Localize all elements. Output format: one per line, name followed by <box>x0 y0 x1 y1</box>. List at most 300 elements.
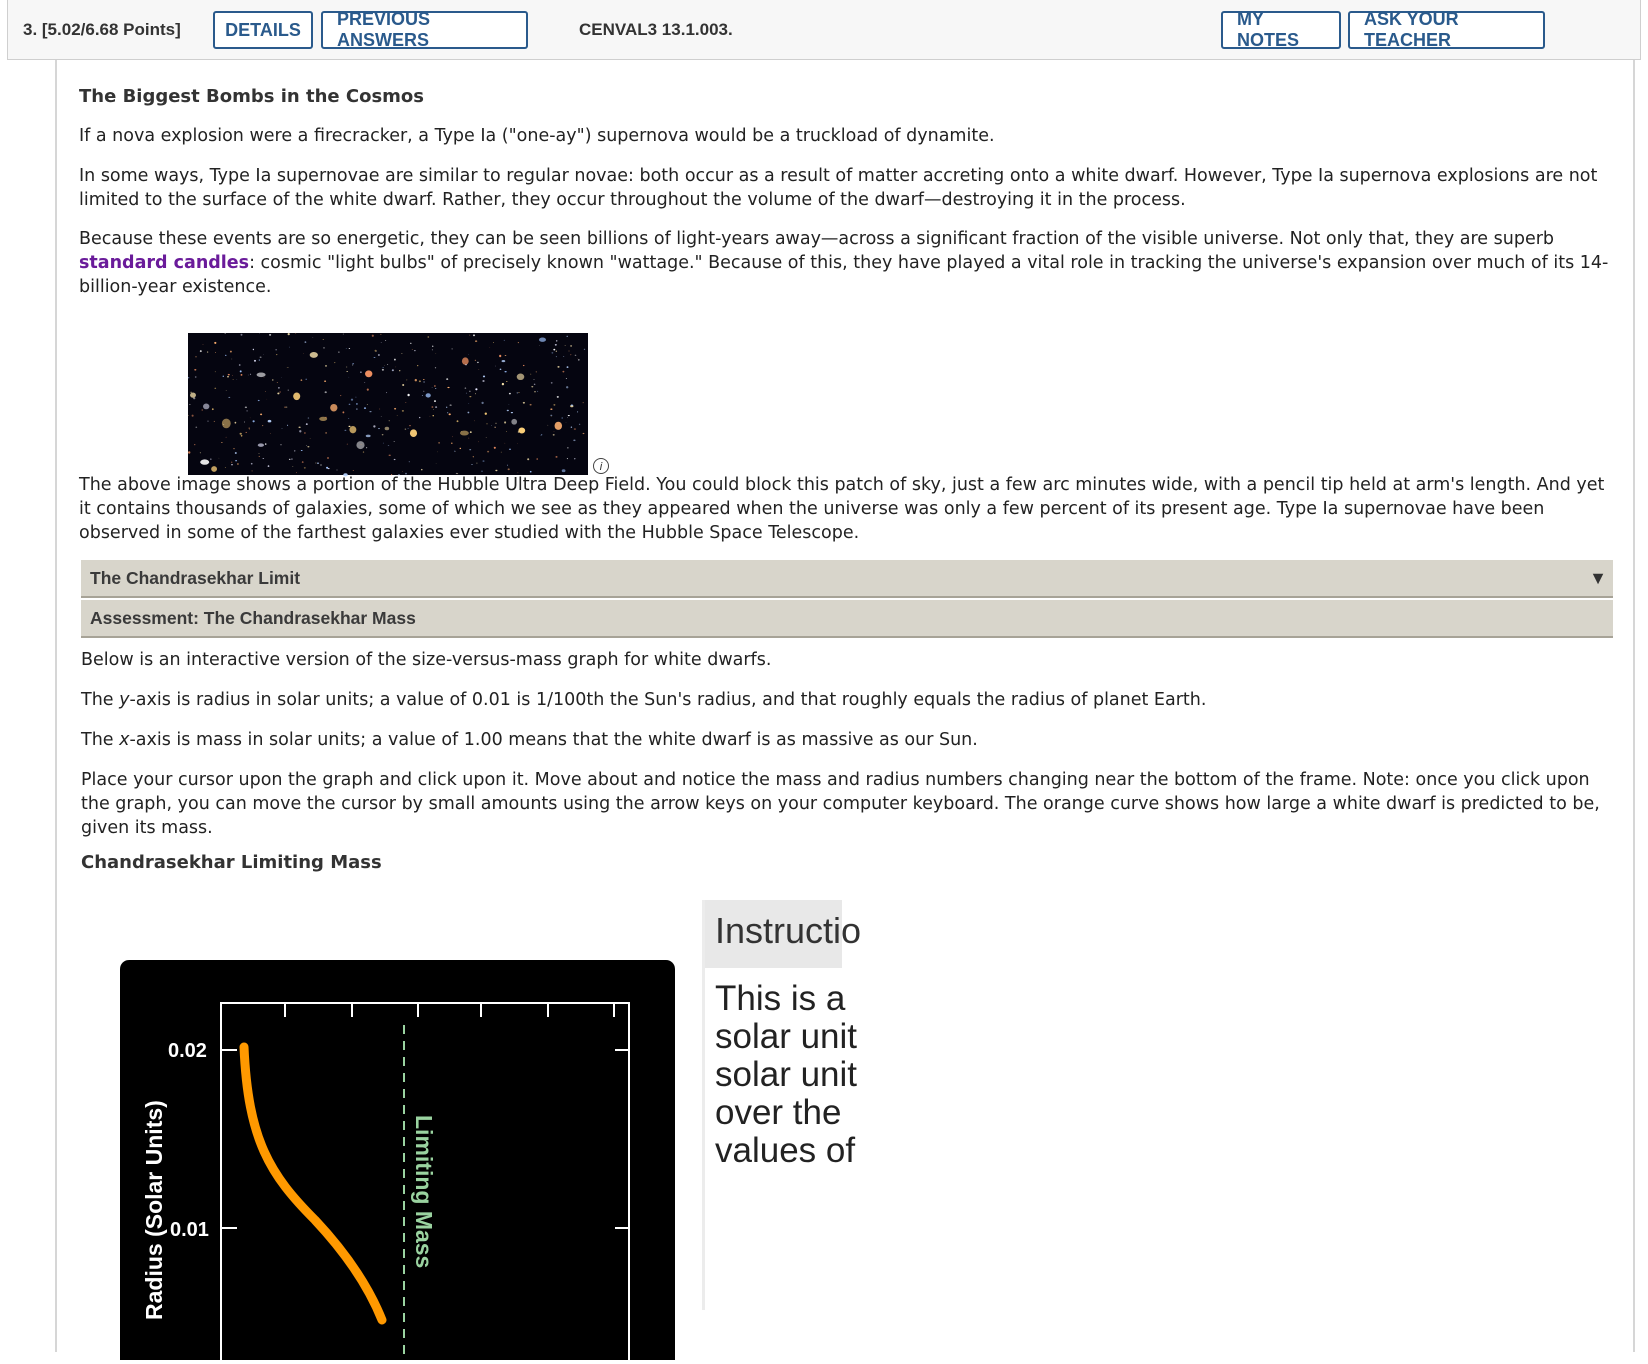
galaxy-dot <box>262 425 263 426</box>
section-label: Assessment: The Chandrasekhar Mass <box>90 608 416 629</box>
galaxy-dot <box>534 391 535 392</box>
galaxy-dot <box>389 455 391 456</box>
galaxy-dot <box>509 393 511 395</box>
galaxy-dot <box>324 380 326 382</box>
galaxy-dot <box>447 412 448 413</box>
starfield-graphic <box>188 333 588 475</box>
galaxy-dot <box>241 334 243 336</box>
galaxy-dot <box>320 464 321 465</box>
galaxy-dot <box>230 351 232 353</box>
galaxy-dot <box>352 365 353 366</box>
galaxy-dot <box>249 429 250 430</box>
galaxy-dot <box>310 352 318 358</box>
galaxy-dot <box>257 373 266 378</box>
galaxy-dot <box>491 425 492 426</box>
galaxy-dot <box>537 391 538 392</box>
galaxy-dot <box>282 428 283 429</box>
galaxy-dot <box>356 441 364 449</box>
galaxy-dot <box>231 359 232 360</box>
ask-teacher-button[interactable]: ASK YOUR TEACHER <box>1348 11 1545 49</box>
expand-arrow-icon[interactable]: ▼ <box>1589 568 1607 589</box>
galaxy-dot <box>486 437 487 438</box>
galaxy-dot <box>235 422 237 424</box>
galaxy-dot <box>212 408 214 410</box>
instructions-line: values of <box>715 1132 842 1170</box>
galaxy-dot <box>493 342 494 343</box>
galaxy-dot <box>555 422 563 430</box>
galaxy-dot <box>495 427 496 428</box>
galaxy-dot <box>189 404 190 405</box>
info-icon[interactable]: i <box>593 458 609 474</box>
galaxy-dot <box>447 387 449 388</box>
galaxy-dot <box>431 406 433 408</box>
galaxy-dot <box>305 341 307 343</box>
galaxy-dot <box>387 364 388 365</box>
galaxy-dot <box>232 375 233 376</box>
galaxy-dot <box>251 470 252 471</box>
galaxy-dot <box>461 431 462 432</box>
galaxy-dot <box>258 443 264 447</box>
galaxy-dot <box>284 407 286 408</box>
galaxy-dot <box>225 467 226 468</box>
galaxy-dot <box>375 350 377 352</box>
galaxy-dot <box>561 417 562 418</box>
galaxy-dot <box>423 391 424 392</box>
galaxy-dot <box>407 394 409 397</box>
galaxy-dot <box>365 370 372 377</box>
galaxy-dot <box>419 417 420 418</box>
galaxy-dot <box>340 395 341 396</box>
galaxy-dot <box>435 388 436 389</box>
galaxy-dot <box>414 350 415 351</box>
galaxy-dot <box>502 383 504 385</box>
galaxy-dot <box>223 424 224 425</box>
article-title: The Biggest Bombs in the Cosmos <box>79 86 424 107</box>
galaxy-dot <box>415 379 417 382</box>
galaxy-dot <box>452 436 453 437</box>
galaxy-dot <box>310 439 311 440</box>
galaxy-dot <box>241 435 243 437</box>
galaxy-dot <box>251 463 253 465</box>
galaxy-dot <box>455 451 456 452</box>
galaxy-dot <box>374 357 376 358</box>
galaxy-dot <box>323 347 325 348</box>
galaxy-dot <box>554 431 555 432</box>
galaxy-dot <box>567 417 568 418</box>
galaxy-dot <box>504 421 506 423</box>
galaxy-dot <box>567 366 569 368</box>
instructions-body <box>705 968 842 1170</box>
galaxy-dot <box>430 416 431 417</box>
galaxy-dot <box>268 465 270 467</box>
galaxy-dot <box>462 357 469 364</box>
galaxy-dot <box>571 427 572 428</box>
galaxy-dot <box>383 443 384 444</box>
galaxy-dot <box>351 399 353 401</box>
galaxy-dot <box>325 432 327 434</box>
galaxy-dot <box>501 452 502 453</box>
top-ticks <box>285 1003 614 1017</box>
galaxy-dot <box>194 369 196 371</box>
section-label: The Chandrasekhar Limit <box>90 568 300 589</box>
galaxy-dot <box>401 353 402 354</box>
question-number: 3. [5.02/6.68 Points] <box>23 20 181 40</box>
galaxy-dot <box>567 447 568 448</box>
galaxy-dot <box>567 336 568 337</box>
galaxy-dot <box>235 460 237 461</box>
question-code: CENVAL3 13.1.003. <box>579 20 733 40</box>
galaxy-dot <box>394 408 396 410</box>
paragraph-similarity: In some ways, Type Ia supernovae are similar to regular novae: both occur as a result of matter accreting onto a white dwarf. However, Type Ia supernova explosions are not limited to the surface of the white dwarf. Rather, they occur throughout the volume of the dwarf—destroying it in the process. <box>79 164 1614 212</box>
galaxy-dot <box>366 447 367 448</box>
galaxy-dot <box>207 352 208 353</box>
galaxy-dot <box>566 386 568 388</box>
galaxy-dot <box>258 400 260 401</box>
galaxy-dot <box>246 410 248 411</box>
galaxy-dot <box>373 425 375 427</box>
galaxy-dot <box>533 379 534 380</box>
galaxy-dot <box>553 349 555 351</box>
galaxy-dot <box>361 444 362 445</box>
galaxy-dot <box>394 359 396 361</box>
galaxy-dot <box>518 431 519 432</box>
galaxy-dot <box>222 419 231 429</box>
question-header <box>7 0 1641 60</box>
galaxy-dot <box>481 402 483 404</box>
galaxy-dot <box>406 379 407 380</box>
instructions-panel <box>702 900 842 1310</box>
galaxy-dot <box>517 374 525 381</box>
galaxy-dot <box>272 379 273 380</box>
galaxy-dot <box>305 379 307 380</box>
galaxy-dot <box>301 379 303 380</box>
galaxy-dot <box>319 417 327 421</box>
galaxy-dot <box>188 415 189 416</box>
galaxy-dot <box>287 425 288 426</box>
galaxy-dot <box>450 404 452 406</box>
galaxy-dot <box>451 443 453 444</box>
galaxy-dot <box>583 433 585 434</box>
galaxy-dot <box>235 452 237 454</box>
galaxy-dot <box>289 459 291 460</box>
galaxy-dot <box>482 461 484 462</box>
galaxy-dot <box>344 430 346 431</box>
galaxy-dot <box>551 352 553 353</box>
galaxy-dot <box>495 470 497 471</box>
galaxy-dot <box>511 419 517 425</box>
galaxy-dot <box>477 362 479 363</box>
galaxy-dot <box>410 343 412 344</box>
galaxy-dot <box>530 404 532 406</box>
limiting-mass-label: Limiting Mass <box>411 1115 437 1268</box>
galaxy-dot <box>541 434 542 435</box>
galaxy-dot <box>386 392 387 393</box>
galaxy-dot <box>203 404 209 410</box>
my-notes-button[interactable]: MY NOTES <box>1221 11 1341 49</box>
galaxy-dot <box>325 391 327 393</box>
galaxy-dot <box>475 360 476 361</box>
galaxy-dot <box>517 392 519 393</box>
galaxy-dot <box>265 391 266 392</box>
galaxy-dot <box>291 459 293 460</box>
galaxy-dot <box>478 369 479 370</box>
galaxy-dot <box>349 426 356 433</box>
galaxy-dot <box>469 335 470 336</box>
galaxy-dot <box>506 431 507 432</box>
galaxy-dot <box>467 412 469 414</box>
mass-radius-graph[interactable] <box>120 960 675 1360</box>
galaxy-dot <box>356 409 357 410</box>
galaxy-dot <box>562 469 566 472</box>
galaxy-dot <box>353 470 354 471</box>
galaxy-dot <box>382 434 384 435</box>
galaxy-dot <box>555 456 557 458</box>
galaxy-dot <box>507 465 508 466</box>
galaxy-dot <box>342 411 344 413</box>
galaxy-dot <box>301 450 303 451</box>
galaxy-dot <box>483 375 485 377</box>
galaxy-dot <box>343 334 344 335</box>
paragraph-intro: If a nova explosion were a firecracker, a Type Ia ("one-ay") supernova would be a truckload of dynamite. <box>79 124 1614 148</box>
galaxy-dot <box>556 340 557 341</box>
galaxy-dot <box>355 397 356 398</box>
galaxy-dot <box>454 451 455 452</box>
galaxy-dot <box>306 445 307 446</box>
paragraph-standard-candles <box>79 227 1614 299</box>
galaxy-dot <box>190 393 196 398</box>
galaxy-dot <box>288 333 290 335</box>
galaxy-dot <box>412 349 413 350</box>
galaxy-dot <box>225 355 226 356</box>
galaxy-dot <box>366 435 371 438</box>
instructions-line: solar unit <box>715 1018 842 1056</box>
galaxy-dot <box>250 374 251 375</box>
galaxy-dot <box>502 360 506 362</box>
galaxy-dot <box>338 352 339 353</box>
galaxy-dot <box>571 404 573 405</box>
galaxy-dot <box>427 337 429 338</box>
galaxy-dot <box>550 409 552 410</box>
galaxy-dot <box>254 360 256 362</box>
assessment-intro: Below is an interactive version of the size-versus-mass graph for white dwarfs. <box>81 648 1616 672</box>
galaxy-dot <box>195 356 196 357</box>
galaxy-dot <box>423 382 425 383</box>
galaxy-dot <box>227 376 229 378</box>
galaxy-dot <box>523 402 525 404</box>
galaxy-dot <box>397 415 398 416</box>
galaxy-dot <box>223 376 224 377</box>
galaxy-dot <box>575 355 577 356</box>
galaxy-dot <box>270 433 271 434</box>
galaxy-dot <box>277 382 278 383</box>
galaxy-dot <box>568 415 570 416</box>
galaxy-dot <box>303 353 304 354</box>
galaxy-dot <box>486 423 488 424</box>
galaxy-dot <box>231 464 233 465</box>
galaxy-dot <box>577 411 578 412</box>
variable-y: y <box>119 690 129 710</box>
galaxy-dot <box>433 409 434 410</box>
galaxy-dot <box>336 470 337 471</box>
previous-answers-button[interactable]: PREVIOUS ANSWERS <box>321 11 528 49</box>
galaxy-dot <box>505 355 507 356</box>
galaxy-dot <box>302 461 304 462</box>
galaxy-dot <box>392 370 393 371</box>
galaxy-dot <box>550 415 552 416</box>
galaxy-dot <box>504 340 505 341</box>
galaxy-dot <box>276 349 277 350</box>
galaxy-dot <box>379 409 380 410</box>
instructions-line: This is a <box>715 980 842 1018</box>
galaxy-dot <box>426 393 431 397</box>
galaxy-dot <box>478 441 479 442</box>
galaxy-dot <box>389 420 390 421</box>
galaxy-dot <box>210 459 212 460</box>
galaxy-dot <box>346 348 347 349</box>
galaxy-dot <box>307 446 309 447</box>
galaxy-dot <box>214 421 215 422</box>
galaxy-dot <box>295 333 296 334</box>
galaxy-dot <box>509 449 511 450</box>
galaxy-dot <box>364 382 365 383</box>
details-button[interactable]: DETAILS <box>213 11 313 49</box>
galaxy-dot <box>523 365 525 366</box>
galaxy-dot <box>378 354 380 356</box>
text: -axis is mass in solar units; a value of 1.00 means that the white dwarf is as massive as our Sun. <box>129 730 977 750</box>
galaxy-dot <box>494 447 496 449</box>
galaxy-dot <box>287 367 288 368</box>
galaxy-dot <box>228 374 230 376</box>
galaxy-dot <box>574 428 576 429</box>
galaxy-dot <box>422 395 423 396</box>
galaxy-dot <box>260 414 262 416</box>
galaxy-dot <box>469 396 471 397</box>
galaxy-dot <box>423 379 425 380</box>
galaxy-dot <box>469 449 471 450</box>
galaxy-dot <box>446 407 447 408</box>
galaxy-dot <box>381 342 382 343</box>
galaxy-dot <box>482 380 484 382</box>
galaxy-dot <box>405 429 407 430</box>
galaxy-dot <box>363 452 364 453</box>
galaxy-dot <box>385 427 390 431</box>
galaxy-dot <box>188 377 189 378</box>
galaxy-dot <box>468 403 469 404</box>
galaxy-dot <box>473 456 474 457</box>
galaxy-dot <box>352 363 354 364</box>
galaxy-dot <box>402 471 403 472</box>
galaxy-dot <box>372 335 374 337</box>
galaxy-dot <box>349 404 351 405</box>
galaxy-dot <box>190 392 192 393</box>
galaxy-dot <box>473 334 475 336</box>
galaxy-dot <box>241 374 243 376</box>
galaxy-dot <box>346 371 348 372</box>
widget-title: Chandrasekhar Limiting Mass <box>81 852 382 873</box>
galaxy-dot <box>499 355 501 357</box>
x-axis-description <box>81 728 1616 752</box>
chandrasekhar-limit-section[interactable] <box>81 560 1613 598</box>
galaxy-dot <box>566 378 567 379</box>
galaxy-dot <box>446 378 448 379</box>
galaxy-dot <box>475 393 476 394</box>
galaxy-dot <box>481 471 482 472</box>
galaxy-dot <box>419 380 421 382</box>
galaxy-dot <box>468 354 469 355</box>
galaxy-dot <box>382 369 384 371</box>
galaxy-dot <box>553 404 555 405</box>
text: The <box>81 730 119 750</box>
galaxy-dot <box>280 392 281 393</box>
galaxy-dot <box>539 338 546 342</box>
galaxy-dot <box>495 366 496 367</box>
galaxy-dot <box>451 348 452 349</box>
galaxy-dot <box>348 426 350 427</box>
galaxy-dot <box>475 388 477 390</box>
galaxy-dot <box>433 415 434 416</box>
galaxy-dot <box>438 442 440 443</box>
galaxy-dot <box>306 423 308 425</box>
galaxy-dot <box>468 438 469 439</box>
galaxy-dot <box>200 350 202 352</box>
galaxy-dot <box>292 466 293 467</box>
mass-radius-curve <box>244 1047 382 1320</box>
galaxy-dot <box>569 351 570 352</box>
galaxy-dot <box>228 397 230 398</box>
galaxy-dot <box>394 459 396 460</box>
galaxy-dot <box>239 365 241 366</box>
galaxy-dot <box>500 369 502 370</box>
y-axis-label: Radius (Solar Units) <box>141 1100 167 1320</box>
galaxy-dot <box>380 334 381 335</box>
galaxy-dot <box>226 437 227 438</box>
paragraph-hubble: The above image shows a portion of the Hubble Ultra Deep Field. You could block this patch of sky, just a few arc minutes wide, with a pencil tip held at arm's length. And yet it contains thousands of galaxies, some of which we see as they appeared when the universe was only a few percent of its present age. Type Ia supernovae have been observed in some of the farthest galaxies ever studied with the Hubble Space Telescope. <box>79 473 1614 545</box>
galaxy-dot <box>288 390 290 391</box>
galaxy-dot <box>567 458 568 459</box>
y-axis-description <box>81 688 1616 712</box>
galaxy-dot <box>536 371 537 372</box>
galaxy-dot <box>215 371 216 372</box>
galaxy-dot <box>465 364 467 365</box>
galaxy-dot <box>562 371 564 373</box>
galaxy-dot <box>349 348 350 349</box>
galaxy-dot <box>294 450 295 451</box>
galaxy-dot <box>328 468 330 469</box>
standard-candles-link[interactable]: standard candles <box>79 253 249 273</box>
galaxy-dot <box>570 345 572 347</box>
galaxy-dot <box>434 385 436 387</box>
galaxy-dot <box>460 448 462 449</box>
galaxy-dot <box>518 342 519 343</box>
galaxy-dot <box>409 425 410 426</box>
galaxy-dot <box>405 402 406 403</box>
galaxy-dot <box>563 356 564 357</box>
galaxy-dot <box>574 458 575 459</box>
galaxy-dot <box>557 366 559 368</box>
galaxy-dot <box>570 354 571 355</box>
galaxy-dot <box>308 418 310 419</box>
galaxy-dot <box>269 334 271 336</box>
galaxy-dot <box>470 431 472 433</box>
galaxy-dot <box>240 370 242 372</box>
galaxy-dot <box>253 420 255 422</box>
graph-canvas[interactable] <box>120 960 675 1360</box>
galaxy-dot <box>244 421 245 422</box>
galaxy-dot <box>409 461 410 462</box>
galaxy-dot <box>364 407 366 409</box>
galaxy-dot <box>231 462 232 463</box>
galaxy-dot <box>432 346 433 347</box>
